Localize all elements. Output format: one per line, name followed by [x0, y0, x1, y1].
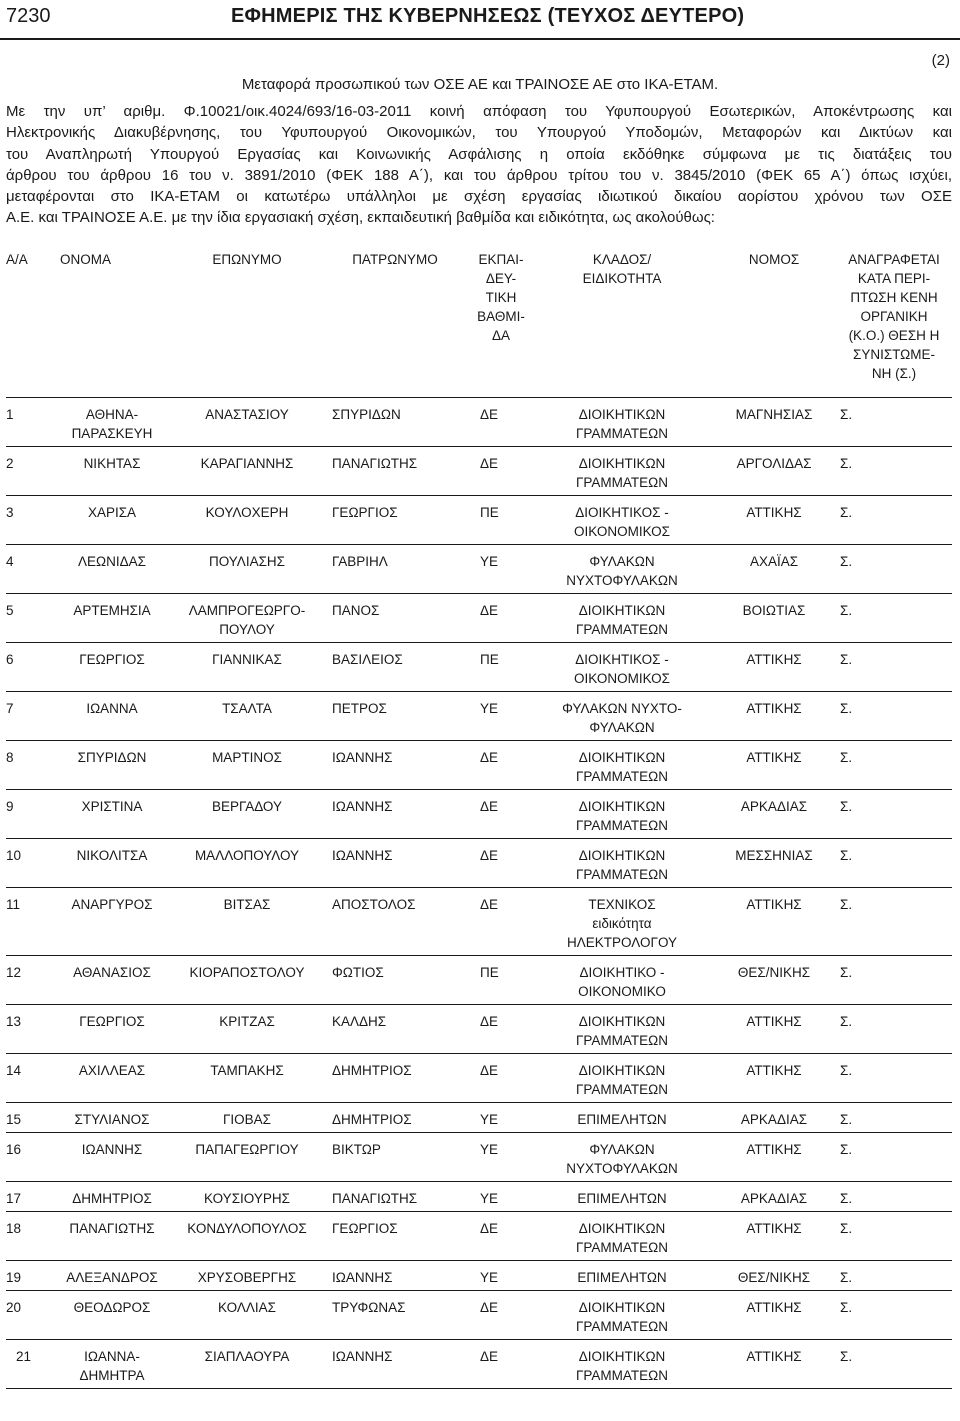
table-row: [6, 643, 952, 692]
cell-education: ΔΕ: [480, 1300, 499, 1315]
cell-position-class: Σ.: [840, 1191, 853, 1206]
cell-prefecture: ΑΤΤΙΚΗΣ: [746, 1063, 802, 1078]
cell-specialty: ΔΙΟΙΚΗΤΙΚΩΝ ΓΡΑΜΜΑΤΕΩΝ: [575, 1300, 669, 1334]
cell-prefecture: ΑΤΤΙΚΗΣ: [746, 1221, 802, 1236]
cell-last-name: ΤΣΑΛΤΑ: [222, 701, 272, 716]
cell-last-name: ΚΙΟΡΑΠΟΣΤΟΛΟΥ: [189, 965, 305, 980]
cell-specialty: ΕΠΙΜΕΛΗΤΩΝ: [577, 1270, 667, 1285]
cell-specialty: ΕΠΙΜΕΛΗΤΩΝ: [577, 1191, 667, 1206]
cell-num: 15: [6, 1112, 22, 1127]
cell-specialty: ΔΙΟΙΚΗΤΙΚΟΣ - ΟΙΚΟΝΟΜΙΚΟΣ: [573, 652, 671, 686]
cell-position-class: Σ.: [840, 456, 853, 471]
cell-num: 5: [6, 603, 14, 618]
staff-table: [6, 250, 952, 1389]
cell-first-name: ΣΠΥΡΙΔΩΝ: [77, 750, 147, 765]
cell-num: 4: [6, 554, 14, 569]
cell-last-name: ΠΟΥΛΙΑΣΗΣ: [208, 554, 286, 569]
cell-first-name: ΧΡΙΣΤΙΝΑ: [81, 799, 143, 814]
cell-last-name: ΚΟΝΔΥΛΟΠΟΥΛΟΣ: [187, 1221, 307, 1236]
cell-prefecture: ΑΤΤΙΚΗΣ: [746, 897, 802, 912]
cell-prefecture: ΜΑΓΝΗΣΙΑΣ: [735, 407, 813, 422]
cell-position-class: Σ.: [840, 750, 853, 765]
cell-first-name: ΓΕΩΡΓΙΟΣ: [79, 1014, 145, 1029]
col-header-first-name: ΟΝΟΜΑ: [60, 252, 112, 267]
cell-education: ΔΕ: [480, 1221, 499, 1236]
cell-specialty: ΔΙΟΙΚΗΤΙΚΩΝ ΓΡΑΜΜΑΤΕΩΝ: [575, 1063, 669, 1097]
table-header-row: [6, 250, 952, 398]
cell-education: ΔΕ: [480, 799, 499, 814]
cell-position-class: Σ.: [840, 799, 853, 814]
col-header-position-class: ΑΝΑΓΡΑΦΕΤΑΙ ΚΑΤΑ ΠΕΡΙ- ΠΤΩΣΗ ΚΕΝΗ ΟΡΓΑΝΙΚΗ (Κ.Ο.) ΘΕΣΗ Η ΣΥΝΙΣΤΩΜΕ- ΝΗ (Σ.): [848, 252, 940, 381]
cell-prefecture: ΑΡΚΑΔΙΑΣ: [740, 1112, 808, 1127]
cell-first-name: ΝΙΚΗΤΑΣ: [83, 456, 141, 471]
cell-education: ΥΕ: [480, 554, 499, 569]
table-row: [6, 1182, 952, 1212]
cell-father-name: ΒΑΣΙΛΕΙΟΣ: [332, 652, 403, 667]
gazette-title: ΕΦΗΜΕΡΙΣ ΤΗΣ ΚΥΒΕΡΝΗΣΕΩΣ (ΤΕΥΧΟΣ ΔΕΥΤΕΡΟ): [231, 5, 745, 27]
cell-num: 6: [6, 652, 14, 667]
col-header-father-name: ΠΑΤΡΩΝΥΜΟ: [352, 252, 438, 267]
table-row: [6, 1340, 952, 1389]
cell-specialty: ΔΙΟΙΚΗΤΙΚΟΣ - ΟΙΚΟΝΟΜΙΚΟΣ: [573, 505, 671, 539]
cell-education: ΥΕ: [480, 701, 499, 716]
cell-prefecture: ΑΤΤΙΚΗΣ: [746, 1349, 802, 1364]
cell-education: ΥΕ: [480, 1142, 499, 1157]
cell-education: ΔΕ: [480, 1063, 499, 1078]
cell-num: 9: [6, 799, 14, 814]
col-header-last-name: ΕΠΩΝΥΜΟ: [212, 252, 282, 267]
cell-education: ΔΕ: [480, 407, 499, 422]
cell-position-class: Σ.: [840, 603, 853, 618]
cell-education: ΠΕ: [480, 965, 499, 980]
table-row: [6, 1291, 952, 1340]
cell-prefecture: ΑΡΚΑΔΙΑΣ: [740, 1191, 808, 1206]
cell-specialty: ΔΙΟΙΚΗΤΙΚΩΝ ΓΡΑΜΜΑΤΕΩΝ: [575, 1014, 669, 1048]
cell-first-name: ΙΩΑΝΝΑ- ΔΗΜΗΤΡΑ: [79, 1349, 145, 1383]
cell-specialty: ΦΥΛΑΚΩΝ ΝΥΧΤΟΦΥΛΑΚΩΝ: [566, 554, 678, 588]
section-title: Μεταφορά προσωπικού των ΟΣΕ ΑΕ και ΤΡΑΙΝΟΣΕ ΑΕ στο ΙΚΑ-ΕΤΑΜ.: [241, 76, 719, 93]
cell-father-name: ΦΩΤΙΟΣ: [332, 965, 384, 980]
table-row: [6, 545, 952, 594]
cell-position-class: Σ.: [840, 1300, 853, 1315]
col-header-prefecture: ΝΟΜΟΣ: [748, 252, 800, 267]
cell-num: 1: [6, 407, 14, 422]
cell-father-name: ΠΕΤΡΟΣ: [332, 701, 387, 716]
cell-num: 14: [6, 1063, 22, 1078]
cell-position-class: Σ.: [840, 652, 853, 667]
cell-father-name: ΔΗΜΗΤΡΙΟΣ: [332, 1063, 412, 1078]
cell-education: ΥΕ: [480, 1270, 499, 1285]
cell-first-name: ΠΑΝΑΓΙΩΤΗΣ: [69, 1221, 155, 1236]
col-header-education: ΕΚΠΑΙ- ΔΕΥ- ΤΙΚΗ ΒΑΘΜΙ- ΔΑ: [477, 252, 525, 343]
cell-prefecture: ΑΡΚΑΔΙΑΣ: [740, 799, 808, 814]
cell-num: 19: [6, 1270, 22, 1285]
cell-last-name: ΜΑΡΤΙΝΟΣ: [212, 750, 282, 765]
cell-first-name: ΔΗΜΗΤΡΙΟΣ: [72, 1191, 152, 1206]
cell-last-name: ΚΟΥΛΟΧΕΡΗ: [205, 505, 289, 520]
table-row: [6, 741, 952, 790]
cell-position-class: Σ.: [840, 848, 853, 863]
cell-father-name: ΓΕΩΡΓΙΟΣ: [332, 505, 398, 520]
cell-num: 11: [6, 897, 21, 912]
cell-position-class: Σ.: [840, 554, 853, 569]
cell-father-name: ΠΑΝΑΓΙΩΤΗΣ: [332, 456, 418, 471]
cell-education: ΔΕ: [480, 1014, 499, 1029]
cell-father-name: ΒΙΚΤΩΡ: [332, 1142, 381, 1157]
cell-education: ΔΕ: [480, 1349, 499, 1364]
cell-num: 2: [6, 456, 14, 471]
cell-specialty: ΦΥΛΑΚΩΝ ΝΥΧΤΟ- ΦΥΛΑΚΩΝ: [562, 701, 682, 735]
cell-specialty: ΕΠΙΜΕΛΗΤΩΝ: [577, 1112, 667, 1127]
cell-last-name: ΚΡΙΤΖΑΣ: [219, 1014, 275, 1029]
table-row: [6, 692, 952, 741]
cell-specialty: ΔΙΟΙΚΗΤΙΚΩΝ ΓΡΑΜΜΑΤΕΩΝ: [575, 799, 669, 833]
table-row: [6, 496, 952, 545]
table-row: [6, 790, 952, 839]
cell-last-name: ΑΝΑΣΤΑΣΙΟΥ: [205, 407, 289, 422]
cell-prefecture: ΑΤΤΙΚΗΣ: [746, 1142, 802, 1157]
cell-father-name: ΙΩΑΝΝΗΣ: [332, 799, 393, 814]
cell-education: ΔΕ: [480, 603, 499, 618]
cell-father-name: ΙΩΑΝΝΗΣ: [332, 1349, 393, 1364]
cell-last-name: ΜΑΛΛΟΠΟΥΛΟΥ: [194, 848, 300, 863]
cell-specialty: ΔΙΟΙΚΗΤΙΚΩΝ ΓΡΑΜΜΑΤΕΩΝ: [575, 603, 669, 637]
cell-father-name: ΓΑΒΡΙΗΛ: [332, 554, 388, 569]
cell-specialty: ΤΕΧΝΙΚΟΣ ειδικότητα ΗΛΕΚΤΡΟΛΟΓΟΥ: [566, 897, 678, 950]
intro-line: Ηλεκτρονικής Διακυβέρνησης, του Υφυπουργού Οικονομικών, του Υπουργού Υποδομών, Μεταφορών και Δικτύων και: [6, 124, 952, 142]
cell-num: 10: [6, 848, 22, 863]
cell-father-name: ΤΡΥΦΩΝΑΣ: [332, 1300, 406, 1315]
cell-education: ΔΕ: [480, 897, 499, 912]
cell-prefecture: ΑΤΤΙΚΗΣ: [746, 701, 802, 716]
cell-education: ΥΕ: [480, 1112, 499, 1127]
intro-paragraph: [6, 101, 952, 229]
intro-line: του Αναπληρωτή Υπουργού Εργασίας και Κοινωνικής Ασφάλισης η οποία εκδόθηκε σύμφωνα με τις διατάξεις του: [6, 145, 952, 163]
cell-first-name: ΑΘΗΝΑ- ΠΑΡΑΣΚΕΥΗ: [71, 407, 153, 441]
cell-prefecture: ΒΟΙΩΤΙΑΣ: [742, 603, 806, 618]
cell-prefecture: ΑΤΤΙΚΗΣ: [746, 505, 802, 520]
cell-num: 13: [6, 1014, 22, 1029]
cell-num: 8: [6, 750, 14, 765]
table-row: [6, 594, 952, 643]
cell-position-class: Σ.: [840, 1142, 853, 1157]
cell-position-class: Σ.: [840, 1063, 853, 1078]
cell-education: ΥΕ: [480, 1191, 499, 1206]
cell-num: 18: [6, 1221, 22, 1236]
cell-education: ΠΕ: [480, 652, 499, 667]
cell-father-name: ΓΕΩΡΓΙΟΣ: [332, 1221, 398, 1236]
cell-specialty: ΔΙΟΙΚΗΤΙΚΩΝ ΓΡΑΜΜΑΤΕΩΝ: [575, 1349, 669, 1383]
table-row: [6, 839, 952, 888]
cell-last-name: ΚΟΛΛΙΑΣ: [218, 1300, 276, 1315]
cell-specialty: ΔΙΟΙΚΗΤΙΚΟ - ΟΙΚΟΝΟΜΙΚΟ: [578, 965, 666, 999]
cell-num: 12: [6, 965, 22, 980]
cell-father-name: ΙΩΑΝΝΗΣ: [332, 848, 393, 863]
table-row: [6, 956, 952, 1005]
cell-first-name: ΛΕΩΝΙΔΑΣ: [78, 554, 146, 569]
table-row: [6, 1133, 952, 1182]
intro-line: Α.Ε. και ΤΡΑΙΝΟΣΕ Α.Ε. με την ίδια εργασιακή σχέση, εκπαιδευτική βαθμίδα και ειδικότητα, ως ακολούθως:: [6, 209, 715, 227]
cell-prefecture: ΑΤΤΙΚΗΣ: [746, 652, 802, 667]
cell-education: ΔΕ: [480, 456, 499, 471]
cell-first-name: ΑΝΑΡΓΥΡΟΣ: [71, 897, 153, 912]
cell-father-name: ΑΠΟΣΤΟΛΟΣ: [332, 897, 416, 912]
cell-last-name: ΓΙΟΒΑΣ: [222, 1112, 272, 1127]
cell-first-name: ΓΕΩΡΓΙΟΣ: [79, 652, 145, 667]
cell-last-name: ΓΙΑΝΝΙΚΑΣ: [212, 652, 282, 667]
cell-position-class: Σ.: [840, 897, 853, 912]
cell-num: 21: [16, 1349, 32, 1364]
cell-num: 20: [6, 1300, 22, 1315]
cell-last-name: ΒΙΤΣΑΣ: [223, 897, 271, 912]
cell-position-class: Σ.: [840, 965, 853, 980]
cell-prefecture: ΑΤΤΙΚΗΣ: [746, 1300, 802, 1315]
cell-num: 16: [6, 1142, 22, 1157]
cell-position-class: Σ.: [840, 1014, 853, 1029]
table-row: [6, 1212, 952, 1261]
cell-prefecture: ΑΤΤΙΚΗΣ: [746, 750, 802, 765]
cell-prefecture: ΑΡΓΟΛΙΔΑΣ: [736, 456, 812, 471]
cell-prefecture: ΑΤΤΙΚΗΣ: [746, 1014, 802, 1029]
cell-first-name: ΑΡΤΕΜΗΣΙΑ: [73, 603, 151, 618]
cell-first-name: ΣΤΥΛΙΑΝΟΣ: [74, 1112, 150, 1127]
table-row: [6, 447, 952, 496]
cell-specialty: ΔΙΟΙΚΗΤΙΚΩΝ ΓΡΑΜΜΑΤΕΩΝ: [575, 1221, 669, 1255]
cell-position-class: Σ.: [840, 701, 853, 716]
cell-last-name: ΒΕΡΓΑΔΟΥ: [211, 799, 283, 814]
cell-first-name: ΑΧΙΛΛΕΑΣ: [78, 1063, 146, 1078]
cell-specialty: ΔΙΟΙΚΗΤΙΚΩΝ ΓΡΑΜΜΑΤΕΩΝ: [575, 407, 669, 441]
cell-prefecture: ΘΕΣ/ΝΙΚΗΣ: [737, 1270, 811, 1285]
page-number: 7230: [6, 5, 51, 27]
cell-first-name: ΑΛΕΞΑΝΔΡΟΣ: [66, 1270, 158, 1285]
cell-last-name: ΠΑΠΑΓΕΩΡΓΙΟΥ: [195, 1142, 299, 1157]
cell-last-name: ΣΙΑΠΛΑΟΥΡΑ: [204, 1349, 290, 1364]
cell-first-name: ΧΑΡΙΣΑ: [87, 505, 137, 520]
cell-prefecture: ΘΕΣ/ΝΙΚΗΣ: [737, 965, 811, 980]
table-row: [6, 888, 952, 956]
intro-line: μεταφέρονται στο ΙΚΑ-ΕΤΑΜ οι κατωτέρω υπάλληλοι με σχέση εργασίας ιδιωτικού δικαίου αορίστου χρόνου των ΟΣΕ: [6, 188, 952, 206]
cell-first-name: ΙΩΑΝΝΑ: [86, 701, 138, 716]
cell-num: 3: [6, 505, 14, 520]
cell-specialty: ΦΥΛΑΚΩΝ ΝΥΧΤΟΦΥΛΑΚΩΝ: [566, 1142, 678, 1176]
cell-first-name: ΙΩΑΝΝΗΣ: [81, 1142, 143, 1157]
cell-father-name: ΙΩΑΝΝΗΣ: [332, 1270, 393, 1285]
cell-specialty: ΔΙΟΙΚΗΤΙΚΩΝ ΓΡΑΜΜΑΤΕΩΝ: [575, 456, 669, 490]
table-row: [6, 1054, 952, 1103]
table-row: [6, 1103, 952, 1133]
cell-education: ΠΕ: [480, 505, 499, 520]
cell-last-name: ΚΟΥΣΙΟΥΡΗΣ: [204, 1191, 290, 1206]
cell-last-name: ΛΑΜΠΡΟΓΕΩΡΓΟ- ΠΟΥΛΟΥ: [188, 603, 306, 637]
cell-first-name: ΘΕΟΔΩΡΟΣ: [73, 1300, 151, 1315]
table-row: [6, 398, 952, 447]
cell-education: ΔΕ: [480, 848, 499, 863]
cell-father-name: ΙΩΑΝΝΗΣ: [332, 750, 393, 765]
gazette-header: [0, 0, 960, 40]
cell-last-name: ΧΡΥΣΟΒΕΡΓΗΣ: [197, 1270, 297, 1285]
intro-line: άρθρου του άρθρου 16 του ν. 3891/2010 (ΦΕΚ 188 Α΄), και του άρθρου τρίτου του ν. 3845/2010 (ΦΕΚ 65 Α΄) όπως ισχύει,: [6, 166, 952, 184]
cell-position-class: Σ.: [840, 1349, 853, 1364]
cell-father-name: ΠΑΝΟΣ: [332, 603, 380, 618]
cell-father-name: ΣΠΥΡΙΔΩΝ: [332, 407, 401, 422]
cell-education: ΔΕ: [480, 750, 499, 765]
cell-last-name: ΚΑΡΑΓΙΑΝΝΗΣ: [200, 456, 294, 471]
cell-father-name: ΠΑΝΑΓΙΩΤΗΣ: [332, 1191, 418, 1206]
intro-line: Με την υπ’ αριθμ. Φ.10021/οικ.4024/693/16-03-2011 κοινή απόφαση του Υφυπουργού Εσωτερικών, Αποκέντρωσης και: [6, 103, 952, 120]
cell-specialty: ΔΙΟΙΚΗΤΙΚΩΝ ΓΡΑΜΜΑΤΕΩΝ: [575, 848, 669, 882]
decision-number: (2): [931, 52, 950, 69]
cell-num: 17: [6, 1191, 22, 1206]
cell-position-class: Σ.: [840, 407, 853, 422]
table-row: [6, 1005, 952, 1054]
col-header-num: Α/Α: [6, 252, 28, 267]
cell-specialty: ΔΙΟΙΚΗΤΙΚΩΝ ΓΡΑΜΜΑΤΕΩΝ: [575, 750, 669, 784]
cell-first-name: ΑΘΑΝΑΣΙΟΣ: [73, 965, 151, 980]
cell-position-class: Σ.: [840, 1112, 853, 1127]
cell-position-class: Σ.: [840, 1221, 853, 1236]
cell-prefecture: ΑΧΑΪΑΣ: [749, 554, 799, 569]
cell-position-class: Σ.: [840, 505, 853, 520]
cell-num: 7: [6, 701, 14, 716]
table-row: [6, 1261, 952, 1291]
cell-last-name: ΤΑΜΠΑΚΗΣ: [210, 1063, 284, 1078]
cell-father-name: ΚΑΛΔΗΣ: [332, 1014, 387, 1029]
cell-first-name: ΝΙΚΟΛΙΤΣΑ: [76, 848, 148, 863]
cell-position-class: Σ.: [840, 1270, 853, 1285]
cell-father-name: ΔΗΜΗΤΡΙΟΣ: [332, 1112, 412, 1127]
cell-prefecture: ΜΕΣΣΗΝΙΑΣ: [735, 848, 813, 863]
col-header-specialty: ΚΛΑΔΟΣ/ ΕΙΔΙΚΟΤΗΤΑ: [582, 252, 662, 286]
